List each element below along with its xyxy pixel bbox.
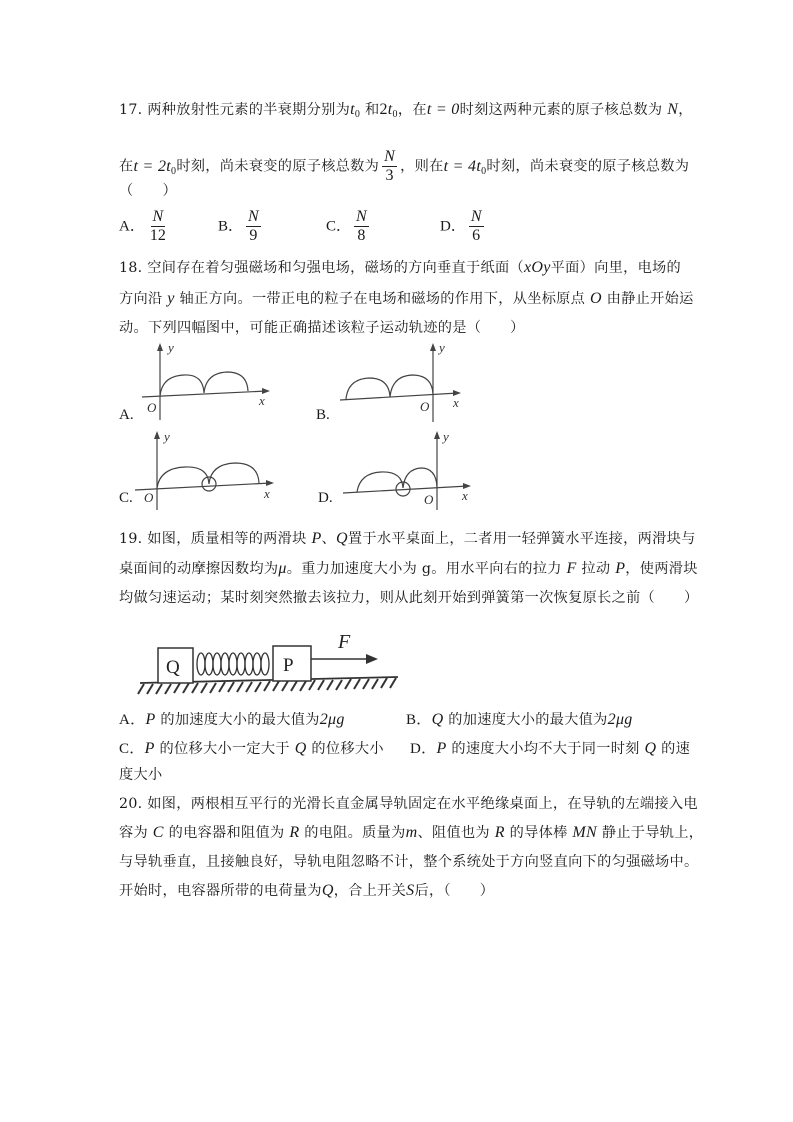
q19-line-2 [119, 559, 698, 579]
math-Q: Q [644, 740, 657, 757]
q19-option-b[interactable] [406, 710, 633, 730]
q17-option-d[interactable] [440, 208, 487, 245]
math-P: P [145, 711, 156, 728]
q19-text: ，使两滑块 [625, 561, 698, 577]
math-F: F [566, 560, 577, 577]
question-number: 19. [119, 531, 143, 547]
svg-text:y: y [439, 340, 445, 355]
q18-option-b-label[interactable]: B. [316, 407, 330, 423]
option-text: 的速度大小均不大于同一时刻 [451, 741, 640, 757]
q18-line-2 [119, 289, 694, 309]
q19-text: 置于水平桌面上，二者用一轻弹簧水平连接，两滑块与 [347, 531, 696, 547]
trajectory-diagram-c[interactable] [143, 428, 283, 513]
svg-text:O: O [424, 492, 434, 507]
option-fraction: $\frac{N}{9}$ [248, 208, 259, 244]
question-number: 18. [119, 260, 143, 276]
math-C: C [152, 824, 164, 841]
q17-text: 在 [119, 158, 134, 175]
trajectory-diagram-d[interactable] [343, 428, 483, 513]
math-Q: Q [321, 882, 334, 899]
q20-text: 的导体棒 [509, 825, 568, 841]
math-P: P [436, 740, 447, 757]
q19-text: 如图，质量相等的两滑块 [147, 531, 307, 547]
math-P: P [615, 560, 626, 577]
math-R: R [494, 824, 505, 841]
svg-text:x: x [462, 488, 468, 503]
svg-text:y: y [168, 340, 174, 355]
q18-line-3: 动。下列四幅图中，可能正确描述该粒子运动轨迹的是（ ） [119, 320, 525, 336]
q18-text: 轴正方向。一带正电的粒子在电场和磁场的作用下，从坐标原点 [179, 291, 586, 307]
option-text: 的位移大小一定大于 [159, 741, 290, 757]
q17-text: ，则在 [400, 158, 444, 175]
q17-text: ， [678, 102, 693, 118]
svg-text:O: O [144, 490, 154, 505]
math-2: 2 [379, 101, 388, 118]
q17-line-2 [119, 148, 689, 185]
q17-text: 时刻这两种元素的原子核总数为 [459, 102, 663, 118]
trajectory-diagram-a[interactable] [140, 340, 280, 425]
math-S: S [406, 882, 415, 899]
q20-line-2 [119, 823, 703, 843]
svg-text:Q: Q [166, 657, 180, 678]
q20-line-3: 与导轨垂直，且接触良好，导轨电阻忽略不计，整个系统处于方向竖直向下的匀强磁场中。 [119, 854, 699, 870]
math-R: R [289, 824, 300, 841]
math-MN: MN [572, 824, 598, 841]
option-label: B． [218, 218, 244, 235]
math-m: m [405, 824, 418, 841]
option-label: A． [119, 712, 146, 728]
q19-text: 。重力加速度大小为 g。用水平向右的拉力 [286, 561, 562, 577]
question-number: 20. [119, 796, 143, 812]
q17-answer-blank: （ ） [119, 183, 177, 199]
math-t-eq-4t0: $t = 4t_0$ [443, 157, 487, 177]
q18-line-1 [119, 258, 681, 278]
q18-text: 由静止开始运 [606, 291, 694, 307]
q19-text: 、 [321, 531, 337, 547]
q18-text: 空间存在着匀强磁场和匀强电场，磁场的方向垂直于纸面（ [147, 260, 524, 276]
q17-text: ，在 [397, 102, 427, 118]
fraction-N-over-3: $\frac{N}{3}$ [384, 148, 396, 184]
option-text: 的加速度大小的最大值为 [160, 712, 320, 728]
question-number: 17. [119, 102, 143, 118]
q17-option-c[interactable] [326, 208, 372, 245]
math-N: N [667, 101, 679, 118]
q17-text: 两种放射性元素的半衰期分别为 [147, 102, 351, 118]
q18-option-d-label[interactable]: D. [318, 490, 333, 506]
math-mu: μ [278, 560, 287, 577]
q20-line-4 [119, 881, 494, 901]
option-label: C． [326, 218, 352, 235]
q20-text: 后，（ ） [414, 883, 495, 899]
q20-text: 容为 [119, 825, 148, 841]
svg-text:P: P [283, 655, 294, 676]
math-t-eq-0: t = 0 [426, 101, 460, 118]
option-label: D． [410, 741, 437, 757]
math-y: y [167, 290, 175, 307]
q17-option-a[interactable] [119, 208, 171, 245]
option-label: D． [440, 218, 466, 235]
math-t-eq-2t0: $t = 2t_0$ [133, 157, 177, 177]
math-Q: Q [336, 530, 348, 547]
q19-text: 桌面间的动摩擦因数均为 [119, 561, 279, 577]
q20-text: 如图，两根相互平行的光滑长直金属导轨固定在水平绝缘桌面上，在导轨的左端接入电 [147, 796, 698, 812]
q17-text: 时刻，尚未衰变的原子核总数为 [486, 158, 690, 175]
q20-text: ，合上开关 [333, 883, 407, 899]
svg-text:y: y [443, 429, 449, 444]
math-t0: $t_0$ [387, 101, 398, 120]
q20-text: 开始时，电容器所带的电荷量为 [119, 883, 322, 899]
svg-text:y: y [164, 429, 170, 444]
option-text: 的速 [661, 741, 691, 757]
q19-text: 拉动 [581, 561, 611, 577]
svg-text:x: x [264, 486, 270, 501]
option-fraction: $\frac{N}{8}$ [356, 208, 367, 244]
q20-text: 、阻值也为 [417, 825, 490, 841]
svg-text:O: O [147, 400, 157, 415]
trajectory-diagram-b[interactable] [338, 340, 478, 425]
option-fraction: $\frac{N}{12}$ [149, 208, 166, 244]
q18-option-a-label[interactable]: A. [119, 407, 134, 423]
q20-line-1 [119, 794, 698, 814]
q18-text: 方向沿 [119, 291, 163, 307]
math-O: O [589, 290, 602, 307]
q18-option-c-label[interactable]: C. [119, 490, 133, 506]
math-P: P [144, 740, 155, 757]
math-2mug: 2μg [607, 711, 633, 728]
spring-icon [197, 653, 269, 675]
spring-blocks-figure [138, 626, 400, 698]
q19-option-d[interactable] [410, 739, 690, 759]
q19-option-c[interactable] [119, 739, 384, 759]
q20-text: 的电容器和阻值为 [168, 825, 285, 841]
svg-text:x: x [259, 393, 265, 408]
math-2mug: 2μg [319, 711, 345, 728]
q17-text: 和 [364, 102, 380, 118]
q17-option-b[interactable] [218, 208, 264, 245]
math-Q: Q [431, 711, 444, 728]
svg-text:F: F [338, 631, 351, 653]
q19-line-1 [119, 529, 696, 549]
q19-line-3: 均做匀速运动；某时刻突然撤去该拉力，则从此刻开始到弹簧第一次恢复原长之前（ ） [119, 590, 699, 606]
option-label: B． [406, 712, 432, 728]
math-P: P [311, 530, 322, 547]
svg-text:x: x [453, 395, 459, 410]
q17-line-1 [119, 100, 693, 125]
q18-text: 平面）向里，电场的 [550, 260, 682, 276]
q19-option-a[interactable] [119, 710, 345, 730]
svg-text:O: O [420, 399, 430, 414]
option-label: C． [119, 741, 145, 757]
option-text: 的加速度大小的最大值为 [448, 712, 608, 728]
q20-text: 静止于导轨上， [601, 825, 704, 841]
option-text: 的位移大小 [311, 741, 384, 757]
math-xOy: xOy [523, 259, 551, 276]
math-t0: $t_0$ [350, 101, 361, 120]
q19-option-d-continued: 度大小 [119, 767, 163, 783]
option-fraction: $\frac{N}{6}$ [470, 208, 482, 244]
option-label: A． [119, 218, 145, 235]
q17-text: 时刻，尚未衰变的原子核总数为 [176, 158, 380, 175]
q20-text: 的电阻。质量为 [304, 825, 406, 841]
math-Q: Q [294, 740, 307, 757]
